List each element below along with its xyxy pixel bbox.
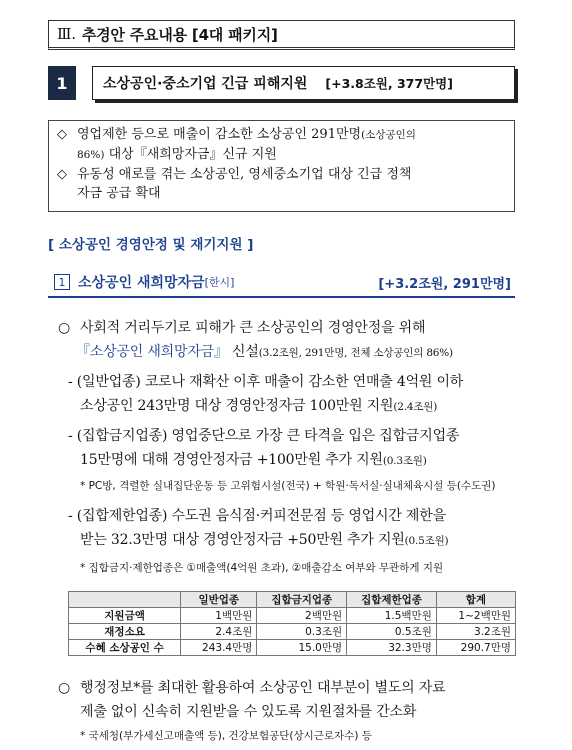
table-cell: 15.0만명: [257, 640, 347, 656]
table-header-cell: 일반업종: [181, 592, 257, 608]
table-cell: 0.3조원: [257, 624, 347, 640]
sub-item-restricted-line-2: 받는 32.3만명 대상 경영안정자금 +50만원 추가 지원: [80, 532, 405, 548]
footnote-eligibility: * 집합금지·제한업종은 ①매출액(4억원 초과), ②매출감소 여부와 무관하게 지원: [80, 562, 444, 574]
support-summary-table: [68, 591, 516, 656]
summary-box: [48, 120, 515, 212]
table-header-row: [69, 592, 516, 608]
item-header: [48, 268, 515, 298]
summary-line-2: 대상『새희망자금』신규 지원: [108, 147, 277, 162]
table-cell: 3.2조원: [436, 624, 515, 640]
item-number-box: 1: [54, 274, 70, 290]
table-cell: 32.3만명: [347, 640, 437, 656]
table-cell: 0.5조원: [347, 624, 437, 640]
table-cell: 243.4만명: [181, 640, 257, 656]
diamond-bullet: ◇: [57, 167, 67, 182]
table-row: [69, 608, 516, 624]
table-header-cell: [69, 592, 181, 608]
package-title: 소상공인·중소기업 긴급 피해지원: [103, 76, 308, 92]
circle-bullet: ○: [58, 680, 71, 696]
table-header-cell: 합계: [436, 592, 515, 608]
sub-item-general-note: (2.4조원): [393, 401, 438, 413]
sub-item-general-line-2: 소상공인 243만명 대상 경영안정자금 100만원 지원: [80, 398, 394, 414]
item-title-tag: [한시]: [204, 276, 235, 289]
table-header-cell: 집합금지업종: [257, 592, 347, 608]
paragraph-1-line-1: 사회적 거리두기로 피해가 큰 소상공인의 경영안정을 위해: [80, 320, 426, 336]
program-name: 『소상공인 새희망자금』: [76, 344, 228, 360]
subsection-title: [ 소상공인 경영안정 및 재기지원 ]: [48, 237, 254, 253]
sub-item-prohibited-line-2: 15만명에 대해 경영안정자금 +100만원 추가 지원: [80, 452, 383, 468]
table-cell: 1~2백만원: [436, 608, 515, 624]
table-row: [69, 624, 516, 640]
circle-bullet: ○: [58, 320, 71, 336]
table-cell: 290.7만명: [436, 640, 515, 656]
section-title: 추경안 주요내용 [4대 패키지]: [81, 25, 278, 44]
summary-line-3: 유동성 애로를 겪는 소상공인, 영세중소기업 대상 긴급 정책: [77, 167, 412, 182]
footnote-facilities: * PC방, 격렬한 실내집단운동 등 고위험시설(전국) + 학원·독서실·실내체육시설 등(수도권): [80, 480, 496, 492]
paragraph-2-line-1: 행정정보*를 최대한 활용하여 소상공인 대부분이 별도의 자료: [80, 680, 446, 696]
table-cell: 2백만원: [257, 608, 347, 624]
paragraph-2: [58, 676, 520, 724]
sub-item-prohibited-note: (0.3조원): [382, 455, 427, 467]
table-header-cell: 집합제한업종: [347, 592, 437, 608]
table-cell: 1.5백만원: [347, 608, 437, 624]
table-cell: 1백만원: [181, 608, 257, 624]
table-cell: 2.4조원: [181, 624, 257, 640]
package-amount: [+3.8조원, 377만명]: [325, 76, 453, 91]
table-row-label: 수혜 소상공인 수: [69, 640, 181, 656]
package-title-box: [92, 66, 515, 100]
summary-line-4: 자금 공급 확대: [77, 186, 161, 201]
sub-item-prohibited-line-1: - (집합금지업종) 영업중단으로 가장 큰 타격을 입은 집합금지업종: [68, 428, 460, 444]
sub-item-general-line-1: - (일반업종) 코로나 재확산 이후 매출이 감소한 연매출 4억원 이하: [68, 374, 464, 390]
sub-item-prohibited: [68, 424, 520, 473]
table-row-label: 지원금액: [69, 608, 181, 624]
footnote-admin-info: * 국세청(부가세신고매출액 등), 건강보험공단(상시근로자수) 등: [80, 730, 372, 742]
paragraph-2-line-2: 제출 없이 신속히 지원받을 수 있도록 지원절차를 간소화: [80, 704, 417, 720]
summary-line-1-note: (소상공인의: [361, 129, 416, 141]
sub-item-general: [68, 370, 520, 419]
item-title: 소상공인 새희망자금: [78, 275, 205, 291]
table-row: [69, 640, 516, 656]
paragraph-1-line-2: 신설: [232, 344, 259, 360]
paragraph-1: [58, 316, 520, 365]
section-header: [48, 20, 515, 50]
sub-item-restricted: [68, 504, 520, 553]
sub-item-restricted-line-1: - (집합제한업종) 수도권 음식점·커피전문점 등 영업시간 제한을: [68, 508, 446, 524]
summary-line-2-note: 86%): [77, 149, 105, 161]
item-amount: [+3.2조원, 291만명]: [378, 276, 511, 292]
summary-line-1: 영업제한 등으로 매출이 감소한 소상공인 291만명: [77, 127, 362, 142]
paragraph-1-note: (3.2조원, 291만명, 전체 소상공인의 86%): [258, 347, 453, 359]
package-number-badge: 1: [48, 66, 76, 100]
section-roman-numeral: Ⅲ.: [57, 25, 76, 43]
table-row-label: 재정소요: [69, 624, 181, 640]
diamond-bullet: ◇: [57, 127, 67, 142]
sub-item-restricted-note: (0.5조원): [404, 535, 449, 547]
